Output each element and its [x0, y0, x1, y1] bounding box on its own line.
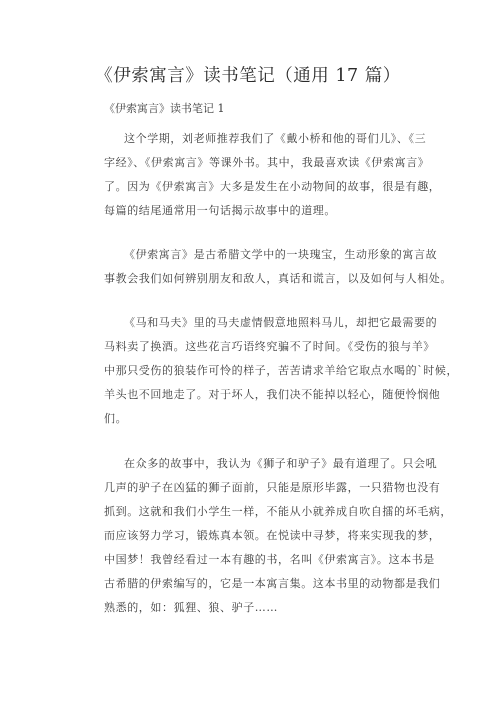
paragraph-line: 每篇的结尾通常用一句话揭示故事中的道理。 — [104, 204, 336, 217]
paragraph-line: 马料卖了换酒。这些花言巧语终究骗不了时间。《受伤的狼与羊》 — [104, 340, 435, 353]
paragraph-line: 们。 — [104, 412, 128, 425]
paragraph-line: 抓到。这就和我们小学生一样，不能从小就养成自吹自擂的坏毛病， — [104, 505, 452, 518]
paragraph-line: 中那只受伤的狼装作可怜的样子，苦苦请求羊给它取点水喝的`时候， — [104, 364, 459, 377]
paragraph-line: 熟悉的，如：狐狸、狼、驴子…… — [104, 601, 278, 614]
paragraph-line: 中国梦！我曾经看过一本有趣的书，名叫《伊索寓言》。这本书是 — [104, 553, 435, 566]
section-subtitle: 《伊索寓言》读书笔记 1 — [104, 102, 225, 115]
paragraph-line: 了。因为《伊索寓言》大多是发生在小动物间的故事，很是有趣， — [104, 180, 441, 193]
paragraph-line: 在众多的故事中，我认为《狮子和驴子》最有道理了。只会吼 — [124, 457, 438, 470]
paragraph-line: 古希腊的伊索编写的，它是一本寓言集。这本书里的动物都是我们 — [104, 577, 441, 590]
paragraph-line: 《马和马夫》里的马夫虚情假意地照料马儿，却把它最需要的 — [124, 316, 438, 329]
paragraph-line: 这个学期，刘老师推荐我们了《戴小桥和他的哥们儿》、《三 — [124, 132, 427, 145]
paragraph-line: 羊头也不回地走了。对于坏人，我们决不能掉以轻心，随便怜悯他 — [104, 388, 441, 401]
paragraph-line: 《伊索寓言》是古希腊文学中的一块瑰宝，生动形象的寓言故 — [124, 248, 438, 261]
document-title: 《伊索寓言》读书笔记（通用 17 篇） — [95, 66, 401, 86]
paragraph-line: 字经》、《伊索寓言》等课外书。其中，我最喜欢读《伊索寓言》 — [104, 156, 430, 169]
paragraph-line: 几声的驴子在凶猛的狮子面前，只能是原形毕露，一只猎物也没有 — [104, 481, 441, 494]
paragraph-line: 事教会我们如何辨别朋友和敌人，真话和谎言，以及如何与人相处。 — [104, 272, 452, 285]
paragraph-line: 而应该努力学习，锻炼真本领。在悦读中寻梦，将来实现我的梦， — [104, 529, 441, 542]
